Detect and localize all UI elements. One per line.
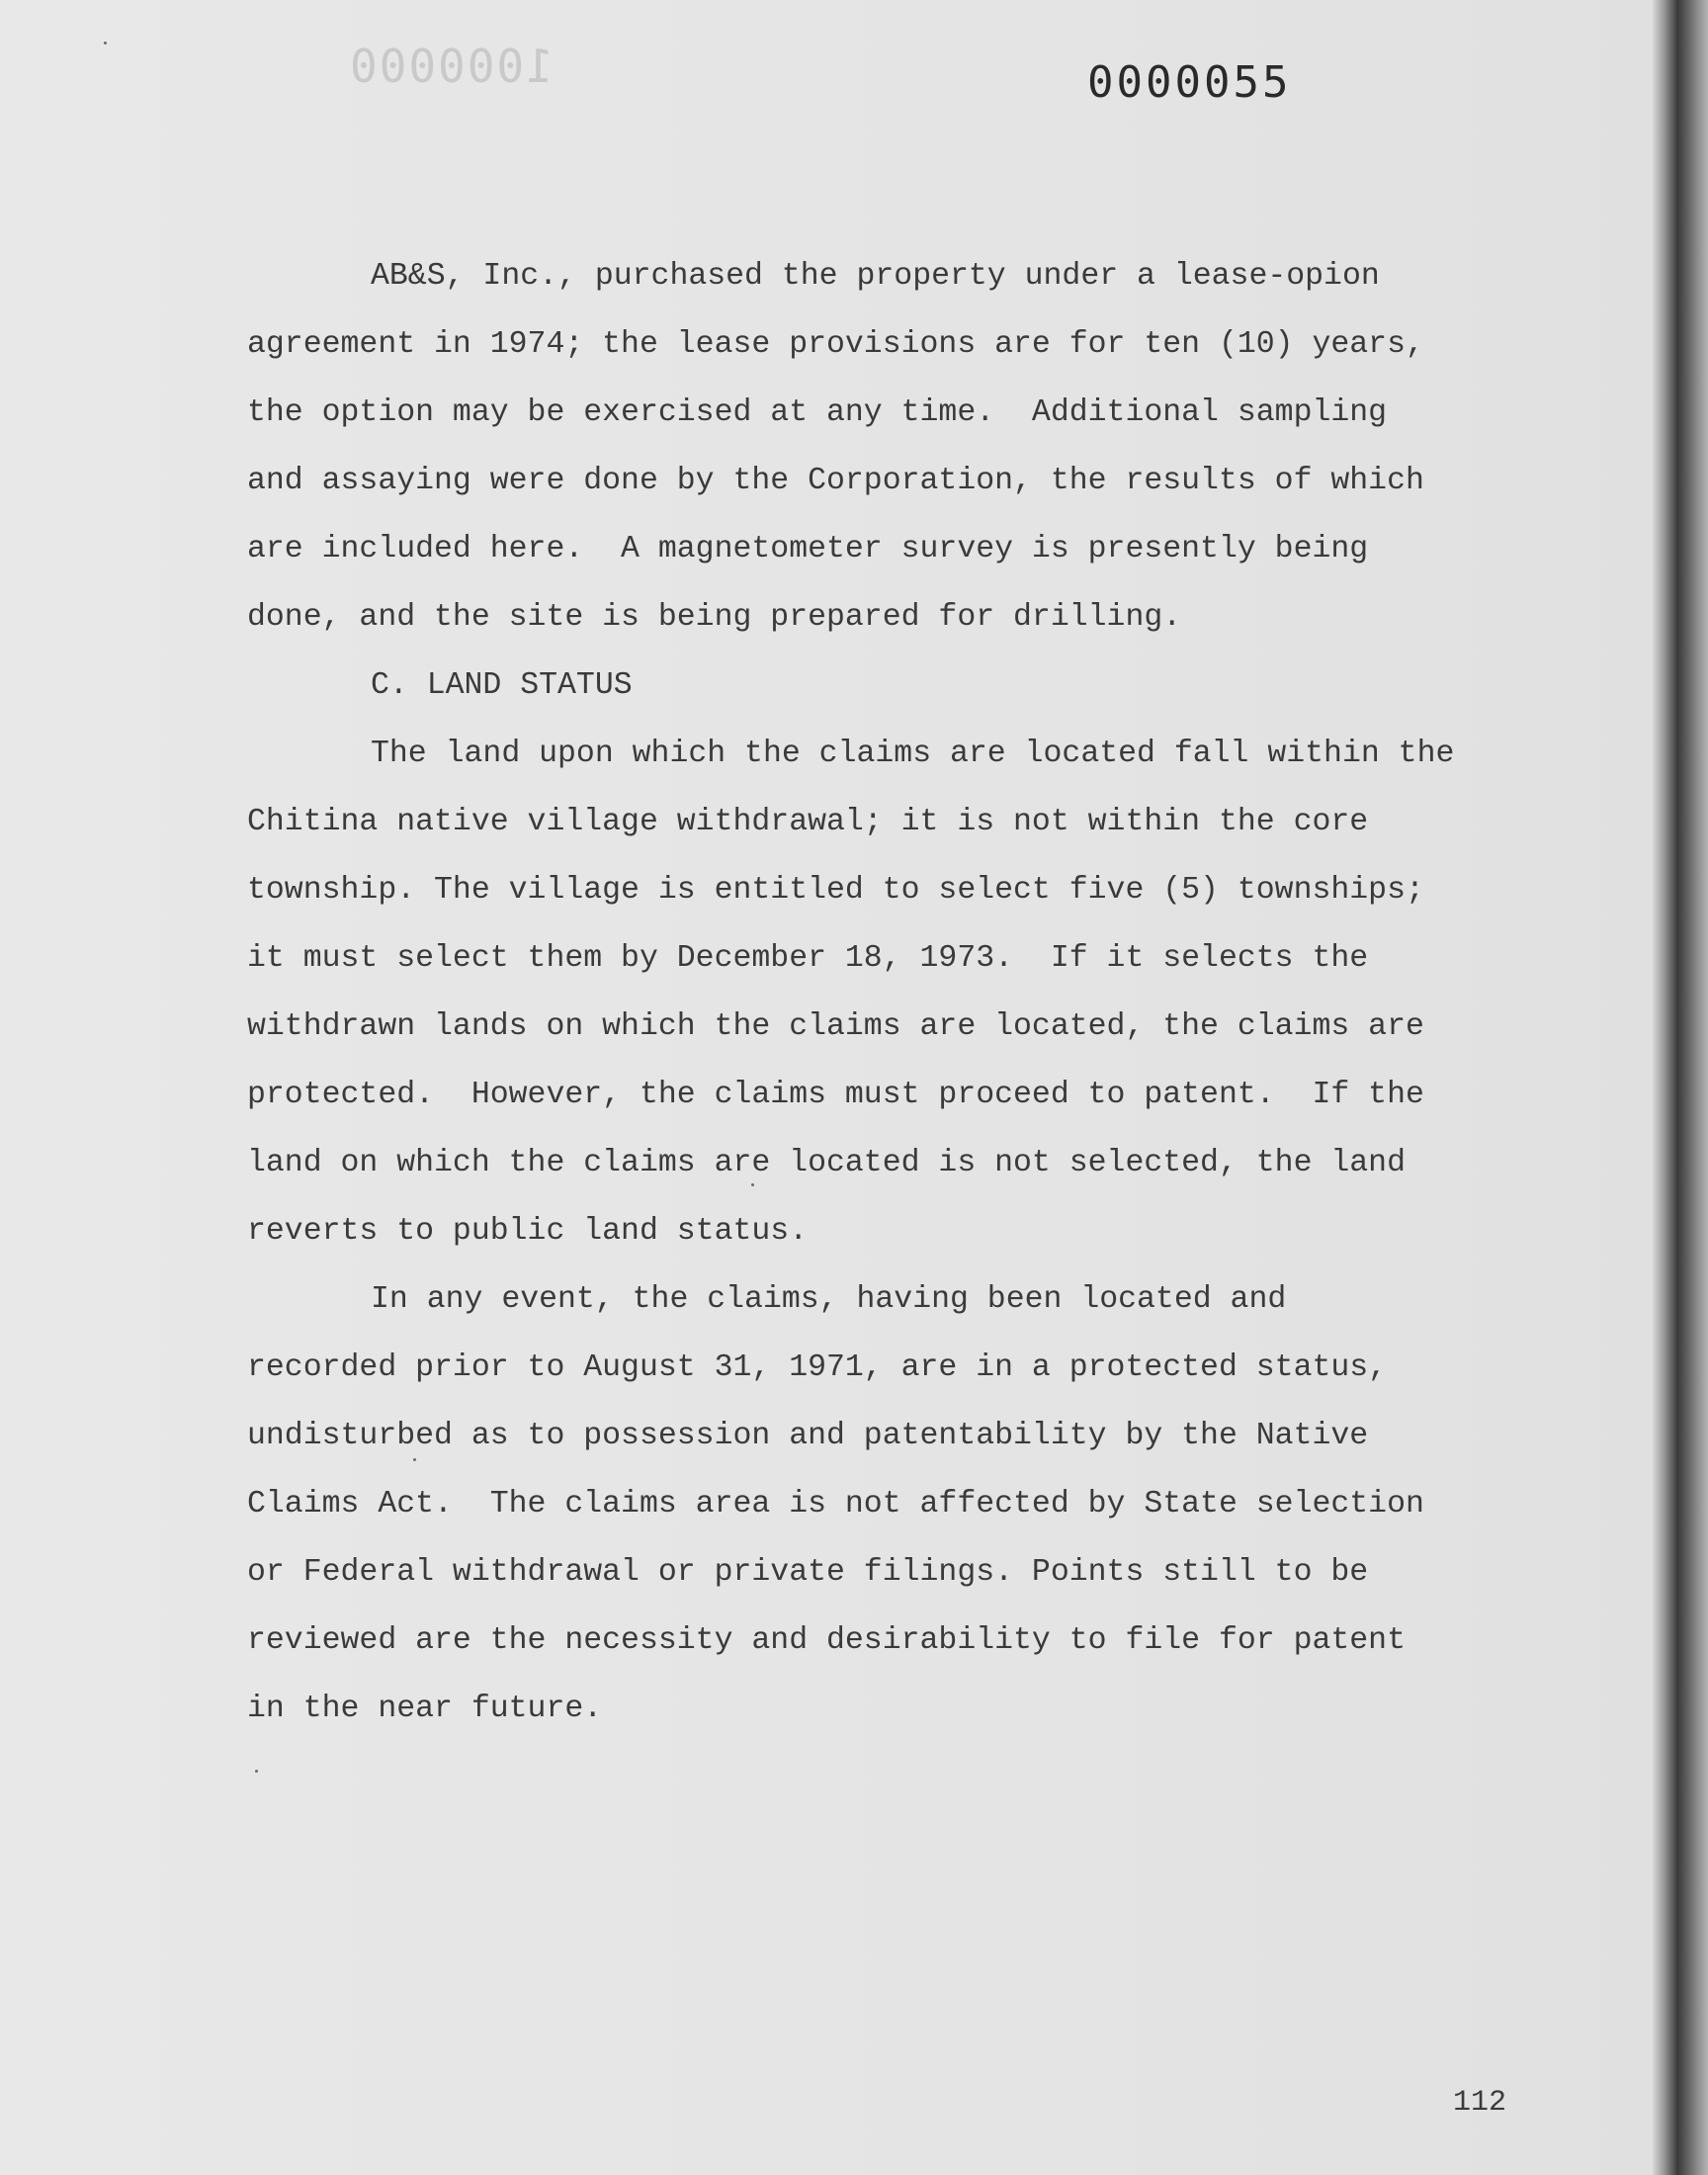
text-line: undisturbed as to possession and patentability by the Native bbox=[247, 1419, 1369, 1453]
bates-number: 0000055 bbox=[1087, 57, 1292, 108]
text-line: Chitina native village withdrawal; it is not within the core bbox=[247, 805, 1369, 839]
text-line: township. The village is entitled to select five (5) townships; bbox=[247, 873, 1424, 908]
document-body bbox=[247, 242, 1572, 1743]
scan-speck bbox=[413, 1458, 416, 1461]
text-line: in the near future. bbox=[247, 1692, 603, 1726]
text-line: protected. However, the claims must proceed to patent. If the bbox=[247, 1078, 1424, 1112]
text-line: or Federal withdrawal or private filings. Points still to be bbox=[247, 1555, 1369, 1590]
text-line: the option may be exercised at any time. Additional sampling bbox=[247, 395, 1388, 430]
text-line: land on which the claims are located is not selected, the land bbox=[247, 1146, 1406, 1180]
text-line: In any event, the claims, having been located and bbox=[371, 1282, 1287, 1317]
scan-speck bbox=[104, 42, 107, 44]
text-line: AB&S, Inc., purchased the property under a lease-opion bbox=[371, 259, 1380, 294]
ghost-bates-number: 1000000 bbox=[348, 40, 554, 93]
text-line: reverts to public land status. bbox=[247, 1214, 809, 1249]
text-line: it must select them by December 18, 1973. If it selects the bbox=[247, 941, 1369, 976]
section-heading: C. LAND STATUS bbox=[371, 668, 633, 703]
page-edge-shadow bbox=[1653, 0, 1708, 2175]
text-line: done, and the site is being prepared for drilling. bbox=[247, 600, 1182, 635]
text-line: recorded prior to August 31, 1971, are in a protected status, bbox=[247, 1350, 1388, 1385]
text-line: withdrawn lands on which the claims are located, the claims are bbox=[247, 1009, 1424, 1044]
text-line: and assaying were done by the Corporation, the results of which bbox=[247, 464, 1424, 498]
text-line: The land upon which the claims are located fall within the bbox=[371, 737, 1455, 771]
text-line: are included here. A magnetometer survey is presently being bbox=[247, 532, 1369, 566]
text-line: Claims Act. The claims area is not affected by State selection bbox=[247, 1487, 1424, 1522]
text-line: agreement in 1974; the lease provisions are for ten (10) years, bbox=[247, 327, 1424, 362]
page-number: 112 bbox=[1453, 2086, 1507, 2120]
text-line: reviewed are the necessity and desirability to file for patent bbox=[247, 1623, 1406, 1658]
scan-speck bbox=[751, 1183, 754, 1186]
scan-speck bbox=[255, 1770, 258, 1773]
